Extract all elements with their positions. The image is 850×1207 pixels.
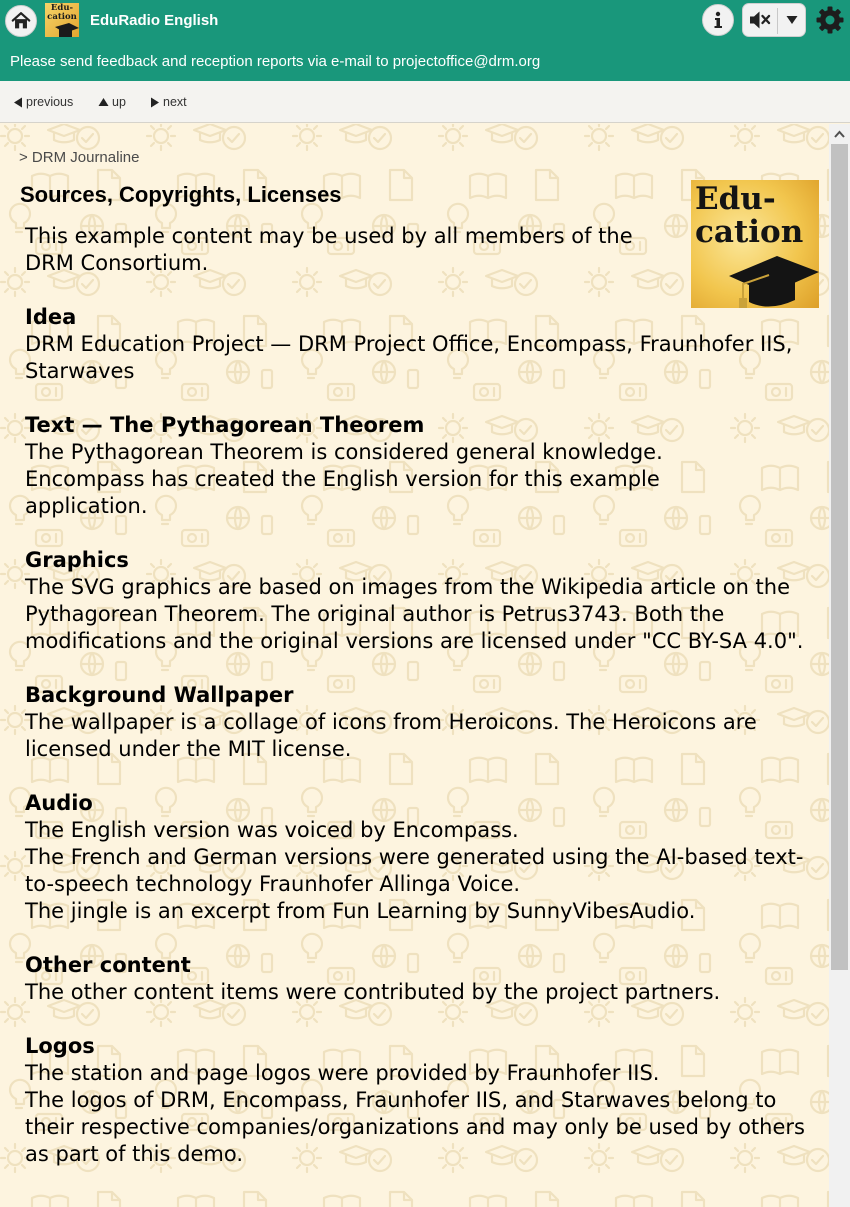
settings-button[interactable] xyxy=(814,4,846,36)
page-logo-text: Edu- cation xyxy=(695,181,804,250)
breadcrumb[interactable]: > DRM Journaline xyxy=(19,149,140,166)
vertical-scrollbar[interactable] xyxy=(829,124,850,1207)
section-heading: Audio xyxy=(25,791,93,815)
section-heading: Text — The Pythagorean Theorem xyxy=(25,413,425,437)
graduation-cap-icon xyxy=(45,3,79,37)
section-text: The SVG graphics are based on images from the Wikipedia article on the Pythagorean Theorem. The original author is Petrus3743. Both the modifications and the original versions are licensed under "CC BY-SA 4.0". xyxy=(25,575,804,653)
speaker-muted-icon xyxy=(748,9,772,31)
section-text: The other content items were contributed by the project partners. xyxy=(25,980,721,1004)
triangle-left-icon xyxy=(13,97,23,108)
article-body xyxy=(25,223,815,1195)
up-label: up xyxy=(112,95,126,109)
gear-icon xyxy=(815,5,845,35)
section-text: The jingle is an excerpt from Fun Learning by SunnyVibesAudio. xyxy=(25,899,696,923)
info-icon xyxy=(708,10,728,30)
app-header xyxy=(0,0,850,81)
home-button[interactable] xyxy=(5,5,37,37)
feedback-message: Please send feedback and reception reports via e-mail to projectoffice@drm.org xyxy=(10,53,541,70)
next-label: next xyxy=(163,95,187,109)
triangle-up-icon xyxy=(98,97,109,107)
header-row xyxy=(0,0,850,42)
previous-link[interactable] xyxy=(13,95,73,109)
section-text: DRM Education Project — DRM Project Office, Encompass, Fraunhofer IIS, Starwaves xyxy=(25,332,793,383)
section-text: The wallpaper is a collage of icons from Heroicons. The Heroicons are licensed under the MIT license. xyxy=(25,710,757,761)
section-background-wallpaper xyxy=(25,682,815,763)
next-link[interactable] xyxy=(150,95,187,109)
audio-control-group xyxy=(742,3,806,37)
section-heading: Logos xyxy=(25,1034,95,1058)
section-text: The station and page logos were provided by Fraunhofer IIS. xyxy=(25,1061,660,1085)
station-logo-text: Edu- cation xyxy=(47,3,77,22)
intro-paragraph: This example content may be used by all members of the DRM Consortium. xyxy=(25,224,633,275)
audio-dropdown-button[interactable] xyxy=(778,4,806,36)
triangle-right-icon xyxy=(150,97,160,108)
section-text: The English version was voiced by Encompass. xyxy=(25,818,519,842)
section-text: The Pythagorean Theorem is considered general knowledge. Encompass has created the English version for this example application. xyxy=(25,440,663,518)
section-heading: Other content xyxy=(25,953,191,977)
station-name: EduRadio English xyxy=(90,12,219,29)
section-audio xyxy=(25,790,815,925)
page-title: Sources, Copyrights, Licenses xyxy=(20,182,342,207)
section-heading: Idea xyxy=(25,305,77,329)
section-graphics xyxy=(25,547,815,655)
section-heading: Graphics xyxy=(25,548,129,572)
home-icon xyxy=(10,10,32,32)
station-logo xyxy=(45,3,79,37)
section-logos xyxy=(25,1033,815,1168)
navigation-bar xyxy=(0,81,850,123)
previous-label: previous xyxy=(26,95,74,109)
scroll-up-button[interactable] xyxy=(829,124,850,144)
section-other-content xyxy=(25,952,815,1006)
caret-down-icon xyxy=(786,15,798,25)
section-text: The French and German versions were generated using the AI-based text-to-speech technology Fraunhofer Allinga Voice. xyxy=(25,845,804,896)
scroll-thumb[interactable] xyxy=(831,144,848,970)
up-link[interactable] xyxy=(98,95,126,109)
section-idea xyxy=(25,304,815,385)
section-heading: Background Wallpaper xyxy=(25,683,294,707)
content-area xyxy=(0,124,829,1207)
section-text: The logos of DRM, Encompass, Fraunhofer IIS, and Starwaves belong to their respective companies/organizations and may only be used by others as part of this demo. xyxy=(25,1088,805,1166)
info-button[interactable] xyxy=(702,4,734,36)
chevron-up-icon xyxy=(834,130,845,138)
section-text-theorem xyxy=(25,412,815,520)
mute-button[interactable] xyxy=(743,4,777,36)
